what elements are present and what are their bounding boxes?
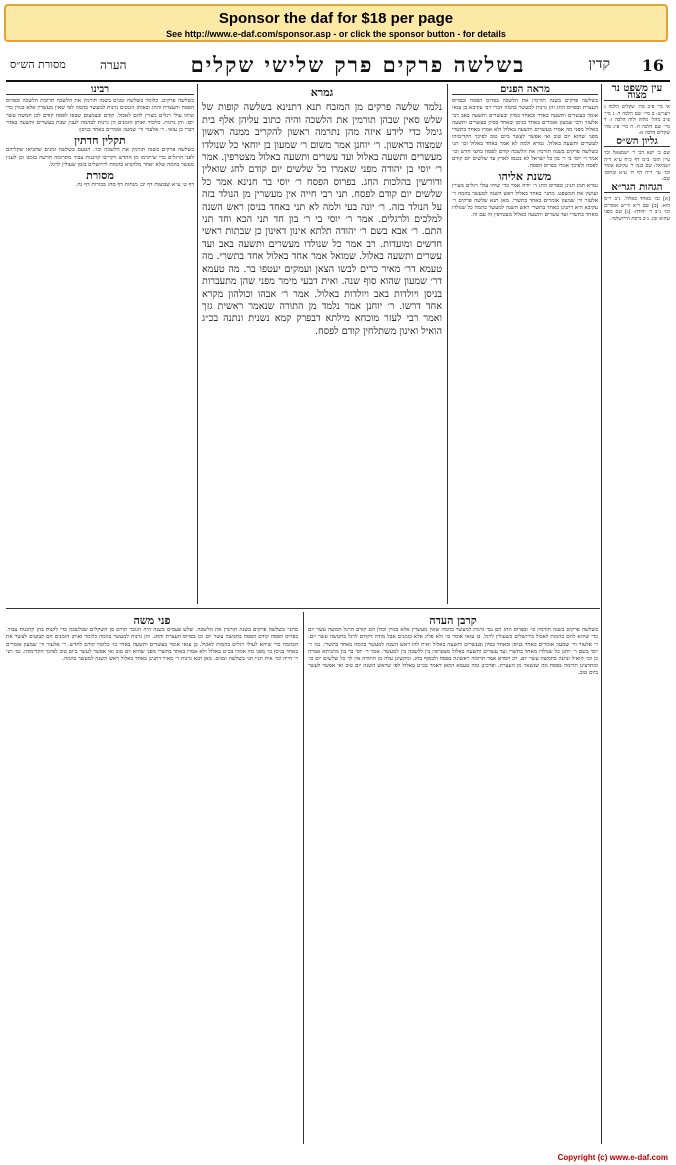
gemara-title: גמרא <box>310 86 334 99</box>
page-number: 16 <box>641 56 664 75</box>
column-divider <box>601 84 602 1144</box>
tikkun-text: בשלשה פרקים בשנה תורמין את הלשכה וכו׳. הטעם בשלשה זמנים שהביאו שקליהם לפני הרגלים כדי שיתרמו מן החדש ויקריבו קרבנות צבור מתרומה חדשה בזמנו וכן לענין מעשר בהמה שלא יאחר מלהביא בהמות לירושלים בזמן שעולין לרגל. <box>6 147 194 168</box>
ein-mishpat-text: אי מיי פ״ב מה׳ שקלים הלכה ג ויעו״ש: ב מיי׳ שם הלכה ד: ג מיי׳ פ״ב מהל׳ מלוה ולוה הלכה ז: ד מיי׳ שם הלכה ח: ה מיי׳ פ״ג מה׳ שקלים הלכה א: <box>604 104 670 136</box>
section-divider <box>6 608 600 609</box>
right-commentary-column <box>452 84 598 604</box>
copyright-footer[interactable]: Copyright (c) www.e-daf.com <box>557 1153 668 1162</box>
tikkun-header: תקלין חדתין <box>74 134 126 148</box>
mareh-hapanim-text: בשלשה פרקים בשנה תורמין את הלשכה בפרוס הפסח ובפרוס העצרת ובפרוס החג והן גרנות למעשר בהמה דברי רבי עקיבא בן עזאי אומר בעשרים ותשעה באדר ובאחד בסיון ובעשרים ותשעה באב רבי אלעזר ורבי שמעון אומרים באחד בניסן ובאחד בסיון בעשרים ותשעה באלול מפני מה אמרו בעשרים ותשעה באלול ולא אמרו באחד בתשרי מפני שהוא יום טוב ואי אפשר לעשר ביום טוב לפיכך הקדימוהו לעשרים ותשעה באלול. גמרא ולמה לא אמר באחד באלול וכו׳ תני בשלשה פרקים בשנה תורמין את הלשכה קודם לפסח בחצי חדש וכו׳ אמר ר׳ יוסי בי ר׳ בון כל ישראל לא נכנסו לארץ עד שלשים יום קודם לפסח ולפיכך אמרו בפרוס הפסח. <box>452 98 598 170</box>
talmud-page <box>6 50 670 1148</box>
gilyon-header: גליון הש״ס <box>604 139 670 148</box>
sponsor-title[interactable]: Sponsor the daf for $18 per page <box>218 10 454 27</box>
gemara-text: נלמד שלשה פרקים מן המזבח תנא דתנינא בשלשה קופות של שלש סאין שבהן תורמין את הלשכה והיה כתוב עליהן אלף בית גימל כדי לידע איזה מהן נתרמה ראשון להקריב ממנה ראשון שמצוה בראשון. ר׳ יוחנן אמר משום ר׳ שמעון בן יוחאי כל שנולדו מעשרים ותשעה באלול ועד עשרים ותשעה באלול מצטרפין. אמר ר׳ יוסי בן יהודה מפני שאמרו כל שלשים יום קודם לחג שואלין ודורשין בהלכות החג. בפרוס הפסח ר׳ יוסי בר חנינא אמר כל שלשים יום קודם לפסח. תני רבי חייה אין מעשרין מן הנולד בזה על הנולד בזה. ר׳ יונה בעי ולמה לא תני באחד בניסן ראש השנה למלכים ולרגלים. אמר ר׳ יוסי בי ר׳ בון חד תני הכא וחד תני התם. ר׳ אבא בשם ר׳ יהודה תלתא אינון דאינון כן שבתות ראשי חדשים ומועדות. רב אמר כל שנולדו מעשרים ותשעה באב ועד עשרים ותשעה באלול. שמואל אמר אחד באלול אחד בתשרי. מה טעמא דר׳ מאיר כרים לבשו הצאן ועמקים יעטפו בר. מה טעמא דר׳ שמעון שהוא סוף שנה. ואית דבעי מימר מפני שהן מתעברות בניסן ויולדות באב ויולדות באלול. אמר ר׳ אבהו וכולהון מקרא אחד דרשו. ר׳ יוחנן אמר נלמד מן התורה שנאמר ראשית גזך ואמר רבי לעזר מוכחא מילתא דבפרק קמא נשנית ונתנה בכ״ג הואיל ואינון משתלחין קודם לפסח. <box>202 102 442 337</box>
masoret-text: דף ט׳ ע״א שבועות דף יב: מנחות דף סח: בכורות דף נח. <box>75 182 194 189</box>
pnei-moshe-text: מתני׳ בשלשה פרקים בשנה תורמין את הלשכה. שלש פעמים בשנה היה הגזבר תורם מן השקלים שבלשכה כדי לקנות בהן קרבנות צבור. בפרוס הפסח קודם הפסח בחמשה עשר יום וכן בפרוס העצרת והחג. והן גרנות למעשר בהמה כלומר ואותן הזמנים הם קבועים לעשר את הבהמה כדי שיהא לעולי רגלים בהמות לאכול. בן עזאי אומר בעשרים ותשעה באדר כו׳ כלומר קודם לחדש. ר׳ אלעזר ור׳ שמעון אומרים באחד בניסן כו׳ מפני מה אמרו בכ״ט באלול ולא אמרו באחד בתשרי מפני שהוא יום טוב ואי אפשר לעשר ביום טוב לפיכך הקדימוהו. גמ׳ תני ר׳ חייה וכו׳ אית תניי תני בשלשה זמנים. מאן תנא גרנות ר׳ מאיר דתנינן באחד באלול ראש השנה למעשר בהמה. <box>6 627 298 663</box>
hagahot-text: [א] גמ׳ באחד באלול. נ״ב ר״מ הוא: [ב] שם ר״א ור״ש אומרים וכו׳ נ״ב ר׳ יהודה: [ג] שם מפני שהוא זמן. נ״ב גרסת הירושלמי: <box>604 196 670 222</box>
masoret-label: מסורת הש״ס <box>10 58 66 71</box>
right-margin-column <box>604 84 670 1124</box>
sponsor-banner[interactable] <box>4 4 668 42</box>
bottom-left-commentary <box>6 614 298 1144</box>
korban-haedah-text: בשלשה פרקים בשנה תורמין כו׳ ובפרוס החג הם נמי גרנות למעשר בהמה שאין מעשרין אלא בגורן וכולן הם קודם הרגל חמשה עשר יום כדי שיהא להם בהמות לאכול בירושלים כשעולין לרגל. בן עזאי אומר כו׳ ולא פליג אלא בזמנים אבל מודה דקודם לרגל בחמשה עשר יום. ר׳ אלעזר ור׳ שמעון אומרים באחד בניסן ובאחד בסיון ובעשרים ותשעה באלול ואית להו ראש השנה למעשר בהמה באחד בתשרי. גמ׳ ר׳ יוסי בשם ר׳ יוחנן כל שנולדו מאחד בתשרי ועד עשרים ותשעה באלול מצטרפין בין ללשכה בין למעשר. אמר ר׳ יוסי בר בון מתניתא אמרה כן וכו׳ הואיל ונתנה בחמשה עשר יום. רב חסדא אמר תרומה ראשונה בפסח ולבסוף בחג. ומקשינן עלה מן התורה אין לך כל שלשים יום כו׳ ומתרצינן תרומה בפסח מה שנשאר מן העצרת. ופרכינן ומה טעמא דמאן דאמר בכ״ט באלול לפי שראש השנה יום טוב ואי אפשר לעשר ביום טוב. <box>308 627 598 677</box>
column-divider <box>447 84 448 604</box>
mishnat-eliyahu-header: משנת אליהו <box>498 170 552 184</box>
gilyon-text: שם ב׳ תנא דבי ר׳ ישמעאל וכו׳ עיין תוס׳ ב״מ דף כ״ח ע״א ד״ה ושמואל: שם בגמ׳ ר׳ עקיבא אומר וכו׳ עי׳ ר״ה דף ח׳ ע״א ובתוס׳ שם: <box>604 150 670 182</box>
page-header <box>6 50 670 82</box>
page-columns <box>6 84 670 1148</box>
mareh-hapanim-header: מראה הפנים <box>452 86 598 95</box>
rabbeinu-header: רבינו <box>6 86 194 95</box>
ein-mishpat-header: עין משפט נר מצוה <box>604 86 670 101</box>
hagahot-header: הגהות הגר״א <box>604 185 670 194</box>
column-divider <box>303 612 304 1144</box>
column-divider <box>197 84 198 604</box>
rabbeinu-text: בשלשה פרקים. כלומר בשלשה זמנים בשנה תורמין את הלשכה תרומת הלשכה ובפרוס הפסח והעצרת והחג ובאותן הזמנים גרנות למעשר בהמה לפי שאין מעשרין אלא בגורן כדי שיהו עולי רגלים מצויין להם לאכול. קודם ובצמצום שבאו לפסח קודם לכן חמשה עשר יום: והן גרנות. כלומר ואותן הזמנים הן גרנות לבהמה לענין שבת בעשרים ותשעה באדר דברי בן עזאי. ר׳ אלעזר ור׳ שמעון אומרים באחד בניסן: <box>6 98 194 134</box>
korban-haedah-header: קרבן העדה <box>429 614 477 627</box>
bottom-right-commentary <box>308 614 598 1144</box>
note-label: הערה <box>100 58 127 72</box>
mishnat-eliyahu-text: גמרא תמן תנינן ובפרוס החג ר׳ יודה אמר כדי שיהו עולי רגלים מצויין ועושין את המשפט. מתני׳ באחד באלול ראש השנה למעשר בהמה ר׳ אלעזר ור׳ שמעון אומרים באחד בתשרי. מאן תנא שלשה פרקים ר׳ עקיבא היא דתנינן באחד בתשרי ראש השנה למעשר בהמה כל שנולדו מאחד בתשרי ועד עשרים ותשעה באלול מצטרפין זה עם זה. <box>452 183 598 219</box>
left-commentary-column <box>6 84 194 604</box>
pnei-moshe-header: פני משה <box>133 614 171 627</box>
masoret-header: מסורת <box>86 169 114 183</box>
sponsor-subtitle[interactable]: See http://www.e-daf.com/sponsor.asp - or click the sponsor button - for details <box>166 29 506 39</box>
daf-label: קדין <box>588 56 610 72</box>
gemara-column <box>202 84 442 604</box>
perek-title: בשלשה פרקים פרק שלישי שקלים <box>190 52 526 77</box>
